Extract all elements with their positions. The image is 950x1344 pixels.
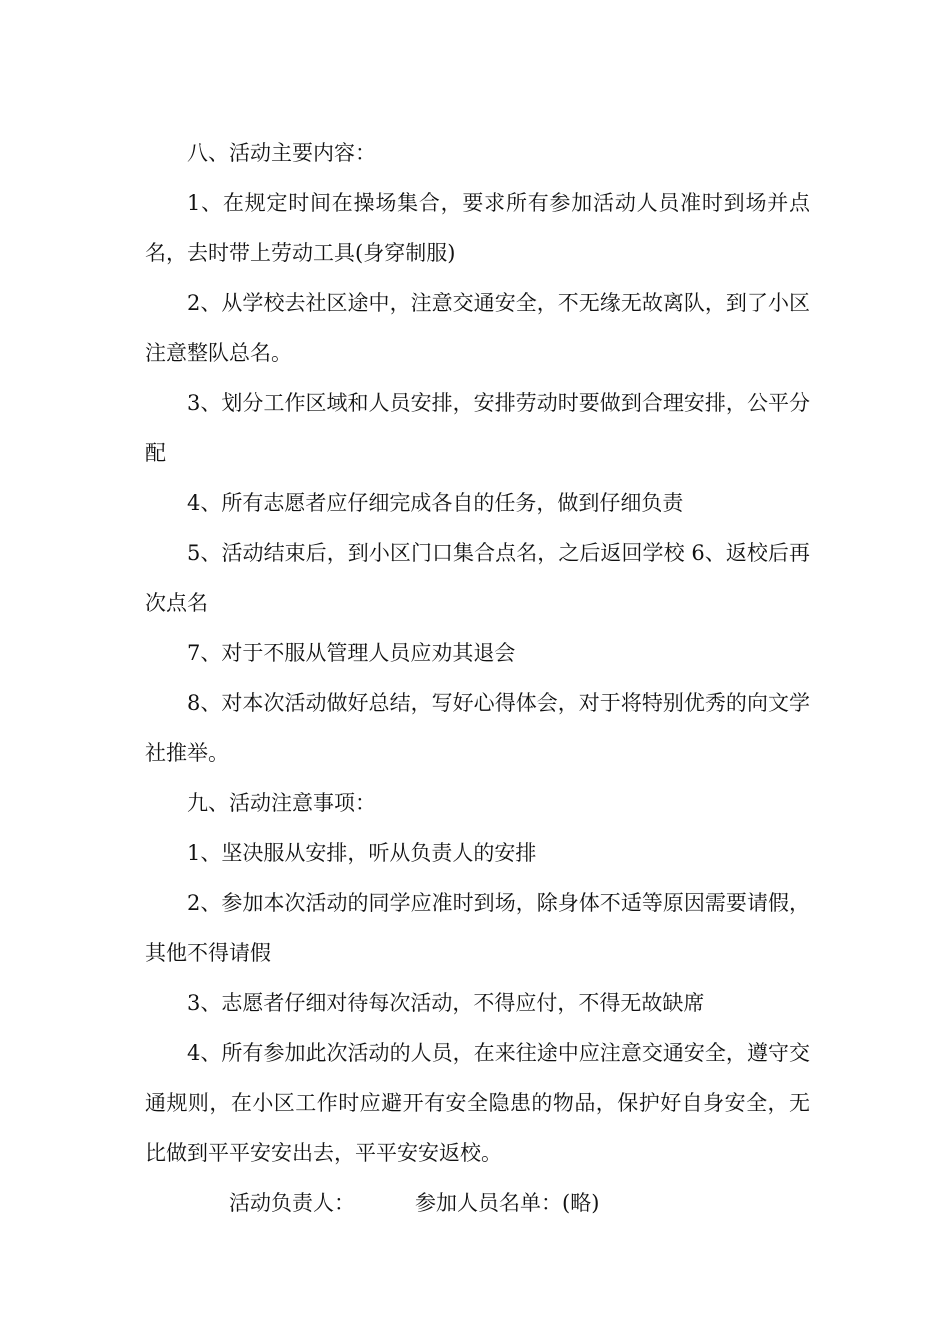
section-8-item: 2、从学校去社区途中，注意交通安全，不无缘无故离队，到了小区注意整队总名。 <box>145 291 810 365</box>
section-9-item: 4、所有参加此次活动的人员，在来往途中应注意交通安全，遵守交通规则，在小区工作时应避开有安全隐患的物品，保护好自身安全，无比做到平平安安出去，平平安安返校。 <box>145 1041 810 1165</box>
section-8-item: 7、对于不服从管理人员应劝其退会 <box>187 641 516 665</box>
section-8-heading: 八、活动主要内容： <box>187 141 376 165</box>
section-9-item: 2、参加本次活动的同学应准时到场，除身体不适等原因需要请假，其他不得请假 <box>145 891 810 965</box>
section-9-item: 1、坚决服从安排，听从负责人的安排 <box>187 841 537 865</box>
signoff-line <box>145 1178 810 1228</box>
section-8-item: 5、活动结束后，到小区门口集合点名，之后返回学校 6、返校后再次点名 <box>145 541 810 615</box>
section-8-item: 8、对本次活动做好总结，写好心得体会，对于将特别优秀的向文学社推举。 <box>145 691 810 765</box>
activity-leader-label: 活动负责人： <box>229 1191 355 1215</box>
document-body <box>145 128 810 1228</box>
section-8-item: 1、在规定时间在操场集合，要求所有参加活动人员准时到场并点名，去时带上劳动工具(身穿制服) <box>145 191 810 265</box>
section-9-heading: 九、活动注意事项： <box>187 791 376 815</box>
section-8-item: 4、所有志愿者应仔细完成各自的任务，做到仔细负责 <box>187 491 684 515</box>
participants-list-label: 参加人员名单：(略) <box>415 1191 600 1215</box>
section-9-item: 3、志愿者仔细对待每次活动，不得应付，不得无故缺席 <box>187 991 705 1015</box>
section-8-item: 3、划分工作区域和人员安排，安排劳动时要做到合理安排，公平分配 <box>145 391 810 465</box>
